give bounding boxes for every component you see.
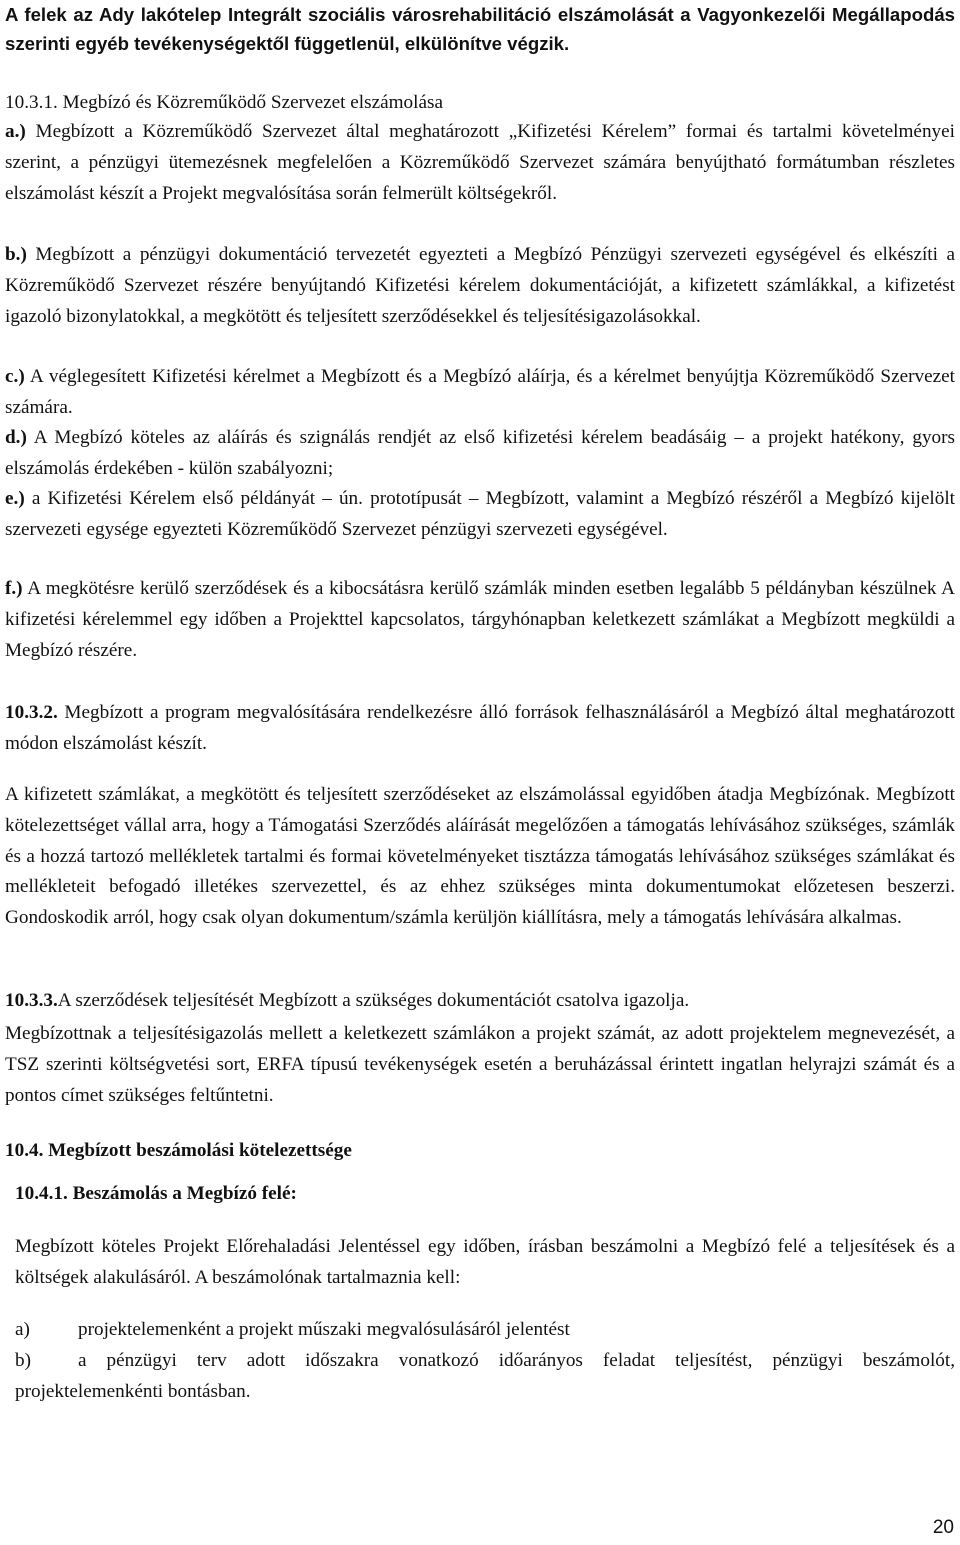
item-e-text: a Kifizetési Kérelem első példányát – ún. prototípusát – Megbízott, valamint a Megbízó részéről a Megbízó kijelölt szervezeti egysége egyezteti Közreműködő Szervezet pénzügyi szervezeti egységével. bbox=[5, 488, 955, 540]
list-item-b-text: a pénzügyi terv adott időszakra vonatkozó időarányos feladat teljesítést, pénzügyi beszámolót, projektelemenkénti bontásban. bbox=[15, 1350, 955, 1402]
item-f-paragraph bbox=[5, 574, 955, 666]
item-a-marker: a.) bbox=[5, 121, 26, 142]
item-b-paragraph bbox=[5, 240, 955, 332]
section-10-3-3-text: A szerződések teljesítését Megbízott a szükséges dokumentációt csatolva igazolja. bbox=[57, 990, 690, 1011]
item-d-text: A Megbízó köteles az aláírás és szignálás rendjét az első kifizetési kérelem beadásáig – a projekt hatékony, gyors elszámolás érdekében - külön szabályozni; bbox=[5, 427, 955, 479]
item-c-paragraph bbox=[5, 362, 955, 424]
list-item-b-marker: b) bbox=[15, 1350, 31, 1371]
item-c-marker: c.) bbox=[5, 366, 25, 387]
item-d-paragraph bbox=[5, 423, 955, 485]
section-10-3-3-number: 10.3.3. bbox=[5, 990, 58, 1011]
section-10-3-2-paragraph bbox=[5, 698, 955, 760]
item-c-text: A véglegesített Kifizetési kérelmet a Megbízott és a Megbízó aláírja, és a kérelmet benyújtja Közreműködő Szervezet számára. bbox=[5, 366, 955, 418]
section-10-3-3-paragraph-2: Megbízottnak a teljesítésigazolás mellett a keletkezett számlákon a projekt számát, az adott projektelem megnevezését, a TSZ szerinti költségvetési sort, ERFA típusú tevékenységek esetén a beruházással érintett ingatlan helyrajzi számát és a pontos címet szükséges feltűntetni. bbox=[5, 1023, 955, 1106]
section-10-3-2-paragraph-2: A kifizetett számlákat, a megkötött és teljesített szerződéseket az elszámolással egyidőben átadja Megbízónak. Megbízott kötelezettséget vállal arra, hogy a Támogatási Szerződés aláírását megelőzően a támogatás lehívásához szükséges, számlák és a hozzá tartozó mellékletek tartalmi és formai követelményeket tisztázza támogatás lehívásához szükséges számlákat és mellékleteit befogadó illetékes szervezettel, és az ehhez szükséges minta dokumentumokat előzetesen beszerzi. Gondoskodik arról, hogy csak olyan dokumentum/számla kerüljön kiállításra, mely a támogatás lehívására alkalmas. bbox=[5, 784, 955, 929]
page-number: 20 bbox=[932, 1517, 954, 1538]
item-d-marker: d.) bbox=[5, 427, 27, 448]
item-f-text: A megkötésre kerülő szerződések és a kibocsátásra kerülő számlák minden esetben legalább 5 példányban készülnek A kifizetési kérelemmel egy időben a Projekttel kapcsolatos, tárgyhónapban keletkezett számlákat a Megbízott megküldi a Megbízó részére. bbox=[5, 578, 955, 661]
item-a-paragraph bbox=[5, 117, 955, 209]
intro-paragraph: A felek az Ady lakótelep Integrált szociális városrehabilitáció elszámolását a Vagyonkezelői Megállapodás szerinti egyéb tevékenységektől függetlenül, elkülönítve végzik. bbox=[5, 4, 955, 54]
item-f-marker: f.) bbox=[5, 578, 23, 599]
item-e-paragraph bbox=[5, 484, 955, 546]
item-a-text: Megbízott a Közreműködő Szervezet által meghatározott „Kifizetési Kérelem” formai és tartalmi követelményei szerint, a pénzügyi ütemezésnek megfelelően a Közreműködő Szervezet számára benyújtható formátumban részletes elszámolást készít a Projekt megvalósítása során felmerült költségekről. bbox=[5, 121, 955, 204]
section-10-4-1-heading: 10.4.1. Beszámolás a Megbízó felé: bbox=[15, 1183, 297, 1204]
list-item-a-marker: a) bbox=[15, 1319, 30, 1340]
section-10-3-2-text: Megbízott a program megvalósítására rendelkezésre álló források felhasználásáról a Megbízó által meghatározott módon elszámolást készít. bbox=[5, 702, 955, 754]
item-e-marker: e.) bbox=[5, 488, 25, 509]
item-b-marker: b.) bbox=[5, 244, 27, 265]
section-10-4-1-paragraph: Megbízott köteles Projekt Előrehaladási Jelentéssel egy időben, írásban beszámolni a Megbízó felé a teljesítések és a költségek alakulásáról. A beszámolónak tartalmaznia kell: bbox=[15, 1236, 955, 1288]
section-10-4-heading: 10.4. Megbízott beszámolási kötelezettsége bbox=[5, 1140, 352, 1161]
list-item-a-text: projektelemenként a projekt műszaki megvalósulásáról jelentést bbox=[78, 1319, 570, 1340]
section-10-3-2-number: 10.3.2. bbox=[5, 702, 58, 723]
section-10-3-3-paragraph bbox=[5, 986, 955, 1017]
section-10-3-1-heading: 10.3.1. Megbízó és Közreműködő Szervezet elszámolása bbox=[5, 92, 443, 113]
item-b-text: Megbízott a pénzügyi dokumentáció tervezetét egyezteti a Megbízó Pénzügyi szervezeti egységével és elkészíti a Közreműködő Szervezet részére benyújtandó Kifizetési kérelem dokumentációját, a kifizetett számlákkal, a kifizetést igazoló bizonylatokkal, a megkötött és teljesített szerződésekkel és teljesítésigazolásokkal. bbox=[5, 244, 955, 327]
